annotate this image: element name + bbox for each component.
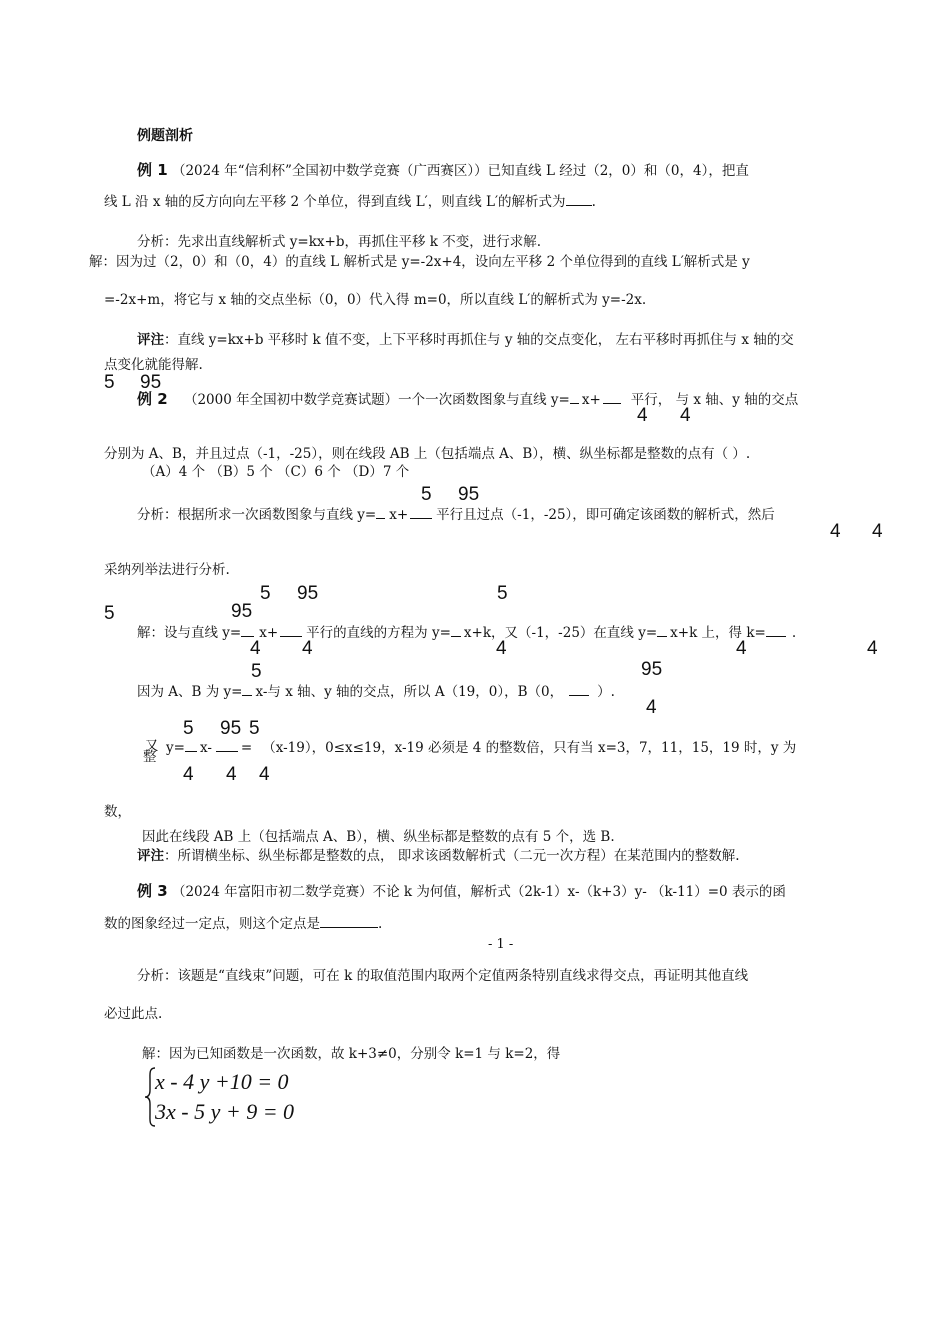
comment-label: 评注 xyxy=(137,848,164,864)
example-1-solution-2: =-2x+m，将它与 x 轴的交点坐标（0，0）代入得 m=0，所以直线 L′的解析式为 y=-2x. xyxy=(104,292,647,308)
fraction-denominator: 4 xyxy=(867,638,878,659)
fraction-denominator: 4 xyxy=(637,405,648,426)
section-heading: 例题剖析 xyxy=(137,128,193,144)
example-3-line-1 xyxy=(137,880,786,901)
example-1-comment-2: 点变化就能得解. xyxy=(104,357,203,373)
fraction-bar xyxy=(185,740,197,752)
example-3-analysis-1: 分析：该题是“直线束”问题，可在 k 的取值范围内取两个定值两条特别直线求得交点，再证明其他直线 xyxy=(137,968,749,984)
text-you: 又 xyxy=(145,738,159,754)
fraction-numerator: 5 xyxy=(183,718,194,739)
solution-text: x+k，又（-1，-25）在直线 y= xyxy=(463,625,658,641)
solution-text: x-与 x 轴、y 轴的交点，所以 A（19，0），B（0， xyxy=(255,684,564,700)
example-2-label: 例 2 xyxy=(137,390,168,408)
question-text: （2024 年富阳市初二数学竞赛）不论 k 为何值，解析式（2k-1）x-（k+3）y- （k-11）=0 表示的函 xyxy=(171,884,786,900)
fraction-denominator: 4 xyxy=(830,521,841,542)
fraction-numerator: 95 xyxy=(458,484,480,505)
fraction-denominator: 4 xyxy=(646,697,657,718)
analysis-text: 分析：根据所求一次函数图象与直线 y= xyxy=(137,507,377,523)
text-zheng: 整 xyxy=(143,749,157,765)
question-text: . xyxy=(378,916,383,932)
equation-1: x - 4 y +10 = 0 xyxy=(155,1069,289,1094)
analysis-text: x+ xyxy=(389,507,409,523)
solution-text: （x-19），0≤x≤19，x-19 必须是 4 的整数倍，只有当 x=3，7，11，15，19 时，y 为 xyxy=(262,740,797,756)
solution-text: ）. xyxy=(597,684,615,700)
solution-text: 解：设与直线 y= xyxy=(137,625,242,641)
question-text: （2000 年全国初中数学竞赛试题）一个一次函数图象与直线 y= xyxy=(183,392,570,408)
solution-text: . xyxy=(791,625,797,641)
example-1-text-2: 线 L 沿 x 轴的反方向向左平移 2 个单位，得到直线 L′，则直线 L′的解析式为 xyxy=(104,194,566,210)
solution-text: = xyxy=(240,740,253,756)
fraction-bar xyxy=(376,507,385,519)
question-text: 数的图象经过一定点，则这个定点是 xyxy=(104,916,320,932)
analysis-text: 平行且过点（-1，-25），即可确定该函数的解析式，然后 xyxy=(436,507,775,523)
equation-2: 3x - 5 y + 9 = 0 xyxy=(155,1099,295,1124)
stray-numerator: 5 xyxy=(104,372,115,393)
example-1-line-1 xyxy=(137,159,749,180)
example-1-line-2 xyxy=(104,190,596,210)
fraction-denominator: 4 xyxy=(259,764,270,785)
example-3-analysis-2: 必过此点. xyxy=(104,1006,163,1022)
fraction-bar xyxy=(241,625,254,637)
fraction-numerator: 5 xyxy=(249,718,260,739)
question-text: 平行， 与 x 轴、y 轴的交点 xyxy=(630,392,799,408)
example-2-analysis-line-2: 采纳列举法进行分析. xyxy=(104,562,230,578)
example-2-solution-line-4: 数， xyxy=(104,804,131,820)
fraction-numerator: 5 xyxy=(497,583,508,604)
example-2-options: （A）4 个 （B）5 个 （C）6 个 （D）7 个 xyxy=(142,464,410,480)
answer-blank xyxy=(566,194,592,206)
fraction-numerator: 5 xyxy=(251,661,262,682)
fraction-numerator: 5 xyxy=(260,583,271,604)
solution-text: x+k 上，得 k= xyxy=(670,625,766,641)
solution-text: 因为 A、B 为 y= xyxy=(137,684,243,700)
example-2-solution-line-2 xyxy=(137,680,615,700)
fraction-denominator: 4 xyxy=(496,638,507,659)
fraction-bar xyxy=(451,625,461,637)
fraction-denominator: 4 xyxy=(736,638,747,659)
question-text: x+ xyxy=(581,392,601,408)
example-2-solution-line-1 xyxy=(137,621,796,641)
fraction-bar xyxy=(657,625,667,637)
fraction-denominator: 4 xyxy=(872,521,883,542)
example-2-question-line-2: 分别为 A、B，并且过点（-1，-25），则在线段 AB 上（包括端点 A、B），横、纵坐标都是整数的点有（ ）. xyxy=(104,446,751,462)
fraction-numerator: 95 xyxy=(641,659,663,680)
solution-text: 平行的直线的方程为 y= xyxy=(306,625,451,641)
equation-system xyxy=(143,1066,313,1128)
example-1-label: 例 1 xyxy=(137,161,168,179)
fraction-bar xyxy=(242,684,252,696)
solution-text: x+ xyxy=(259,625,279,641)
example-2-question-line-1 xyxy=(137,388,798,409)
example-3-label: 例 3 xyxy=(137,882,168,900)
fraction-bar xyxy=(410,507,432,519)
example-1-analysis: 分析：先求出直线解析式 y=kx+b，再抓住平移 k 不变，进行求解. xyxy=(137,234,542,250)
example-2-solution-line-3 xyxy=(166,736,796,756)
fraction-denominator: 4 xyxy=(302,638,313,659)
example-1-solution-1: 解：因为过（2，0）和（0，4）的直线 L 解析式是 y=-2x+4，设向左平移 2 个单位得到的直线 L′解析式是 y xyxy=(89,254,750,270)
fraction-denominator: 4 xyxy=(226,764,237,785)
comment-label: 评注 xyxy=(137,332,164,348)
solution-text: x- xyxy=(199,740,212,756)
example-3-solution: 解：因为已知函数是一次函数，故 k+3≠0，分别令 k=1 与 k=2，得 xyxy=(142,1046,561,1062)
stray-numerator: 5 xyxy=(104,603,115,624)
fraction-bar xyxy=(570,392,579,404)
example-1-text-1: （2024 年“信利杯”全国初中数学竞赛（广西赛区））已知直线 L 经过（2，0）和（0，4），把直 xyxy=(171,163,749,179)
fraction-denominator: 4 xyxy=(680,405,691,426)
stray-numerator: 95 xyxy=(231,601,253,622)
solution-text: y= xyxy=(166,740,185,756)
example-3-line-2 xyxy=(104,912,382,932)
fraction-numerator: 95 xyxy=(297,583,319,604)
fraction-denominator: 4 xyxy=(183,764,194,785)
stray-numerator: 95 xyxy=(140,372,162,393)
comment-text: ：直线 y=kx+b 平移时 k 值不变，上下平移时再抓住与 y 轴的交点变化， 左右平移时再抓住与 x 轴的交 xyxy=(164,332,794,348)
fraction-bar xyxy=(569,684,589,696)
page-number: - 1 - xyxy=(488,937,514,952)
comment-text: ：所谓横坐标、纵坐标都是整数的点， 即求该函数解析式（二元一次方程）在某范围内的整数解. xyxy=(164,848,740,864)
fraction-numerator: 5 xyxy=(421,484,432,505)
example-2-conclusion: 因此在线段 AB 上（包括端点 A、B），横、纵坐标都是整数的点有 5 个，选 B. xyxy=(142,829,615,845)
fraction-denominator: 4 xyxy=(250,638,261,659)
example-2-comment xyxy=(137,844,740,864)
example-1-end: . xyxy=(591,194,596,210)
fraction-numerator: 95 xyxy=(220,718,242,739)
example-2-analysis-line-1 xyxy=(137,503,775,523)
fraction-bar xyxy=(603,392,621,404)
answer-blank xyxy=(320,916,378,928)
fraction-bar xyxy=(280,625,302,637)
fraction-bar xyxy=(216,740,238,752)
fraction-bar xyxy=(766,625,786,637)
example-1-comment-1 xyxy=(137,328,794,348)
